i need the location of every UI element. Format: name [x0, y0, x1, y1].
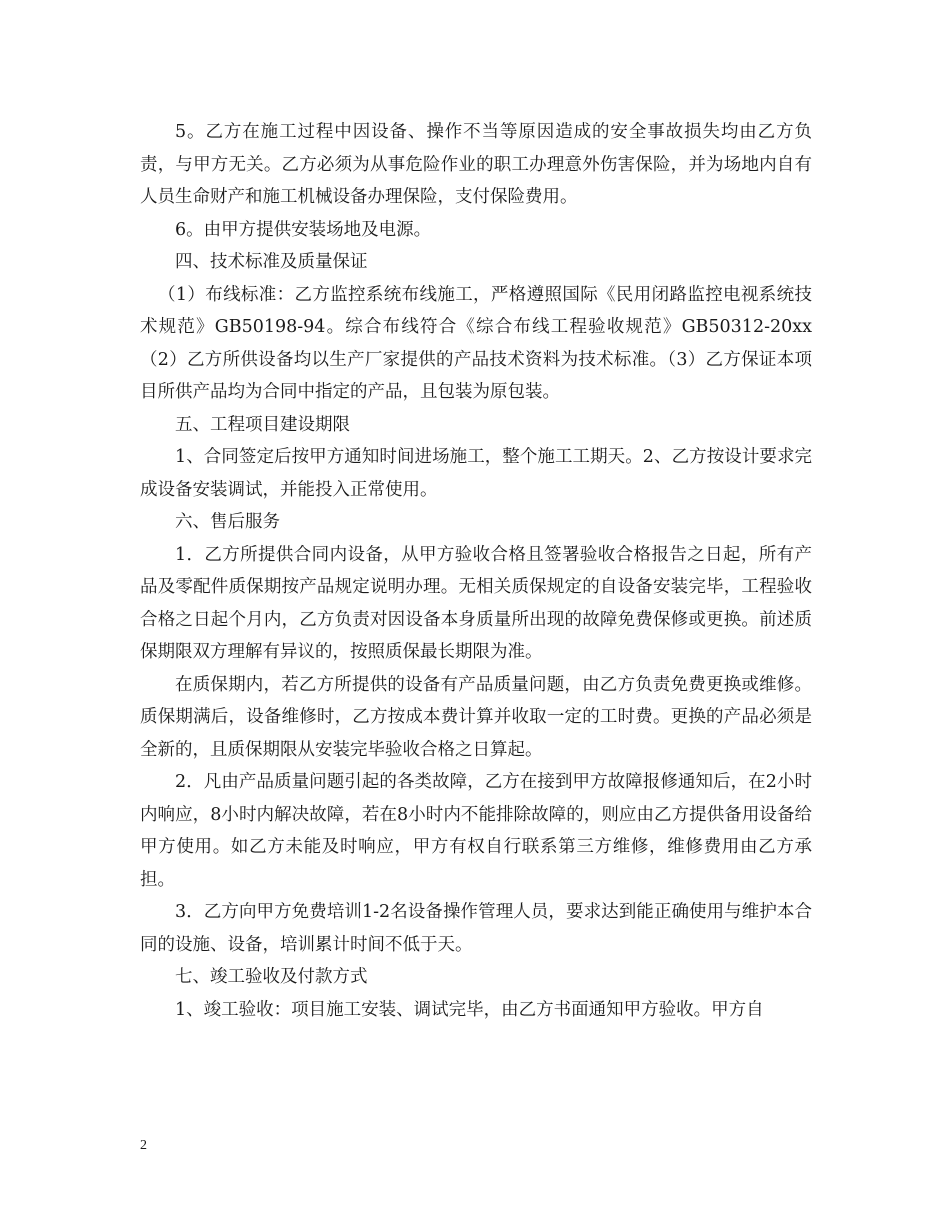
paragraph-warranty-period: 1．乙方所提供合同内设备，从甲方验收合格且签署验收合格报告之日起，所有产品及零配件质保期按产品规定说明办理。无相关质保规定的自设备安装完毕，工程验收合格之日起个月内，乙方负责对因设备本身质量所出现的故障免费保修或更换。前述质保期限双方理解有异议的，按照质保最长期限为准。 [140, 544, 812, 662]
page-number: 2 [140, 1138, 147, 1153]
paragraph-completion-acceptance: 1、竣工验收：项目施工安装、调试完毕，由乙方书面通知甲方验收。甲方自 [175, 999, 764, 1020]
section-heading-technical-standards: 四、技术标准及质量保证 [175, 252, 368, 272]
paragraph-fault-response: 2．凡由产品质量问题引起的各类故障，乙方在接到甲方故障报修通知后，在2小时内响应，8小时内解决故障，若在8小时内不能排除故障的，则应由乙方提供备用设备给甲方使用。如乙方未能及时响应，甲方有权自行联系第三方维修，维修费用由乙方承担。 [140, 772, 812, 890]
paragraph-training: 3．乙方向甲方免费培训1-2名设备操作管理人员，要求达到能正确使用与维护本合同的设施、设备，培训累计时间不低于天。 [140, 902, 812, 955]
paragraph-construction-schedule: 1、合同签定后按甲方通知时间进场施工，整个施工工期天。2、乙方按设计要求完成设备安装调试，并能投入正常使用。 [140, 447, 812, 500]
paragraph-wiring-standards: （1）布线标准：乙方监控系统布线施工，严格遵照国际《民用闭路监控电视系统技术规范》GB50198-94。综合布线符合《综合布线工程验收规范》GB50312-20xx（2）乙方所供设备均以生产厂家提供的产品技术资料为技术标准。（3）乙方保证本项目所供产品均为合同中指定的产品，且包装为原包装。 [140, 284, 812, 402]
section-heading-construction-period: 五、工程项目建设期限 [175, 414, 350, 435]
section-heading-after-sales: 六、售后服务 [175, 512, 280, 532]
document-body [140, 116, 812, 1026]
paragraph-safety-liability: 5。乙方在施工过程中因设备、操作不当等原因造成的安全事故损失均由乙方负责，与甲方无关。乙方必须为从事危险作业的职工办理意外伤害保险，并为场地内自有人员生命财产和施工机械设备办理保险，支付保险费用。 [140, 122, 812, 207]
paragraph-warranty-repair: 在质保期内，若乙方所提供的设备有产品质量问题，由乙方负责免费更换或维修。质保期满后，设备维修时，乙方按成本费计算并收取一定的工时费。更换的产品必须是全新的，且质保期限从安装完毕验收合格之日算起。 [140, 674, 812, 760]
section-heading-acceptance-payment: 七、竣工验收及付款方式 [175, 967, 368, 987]
paragraph-site-power: 6。由甲方提供安装场地及电源。 [175, 219, 432, 240]
